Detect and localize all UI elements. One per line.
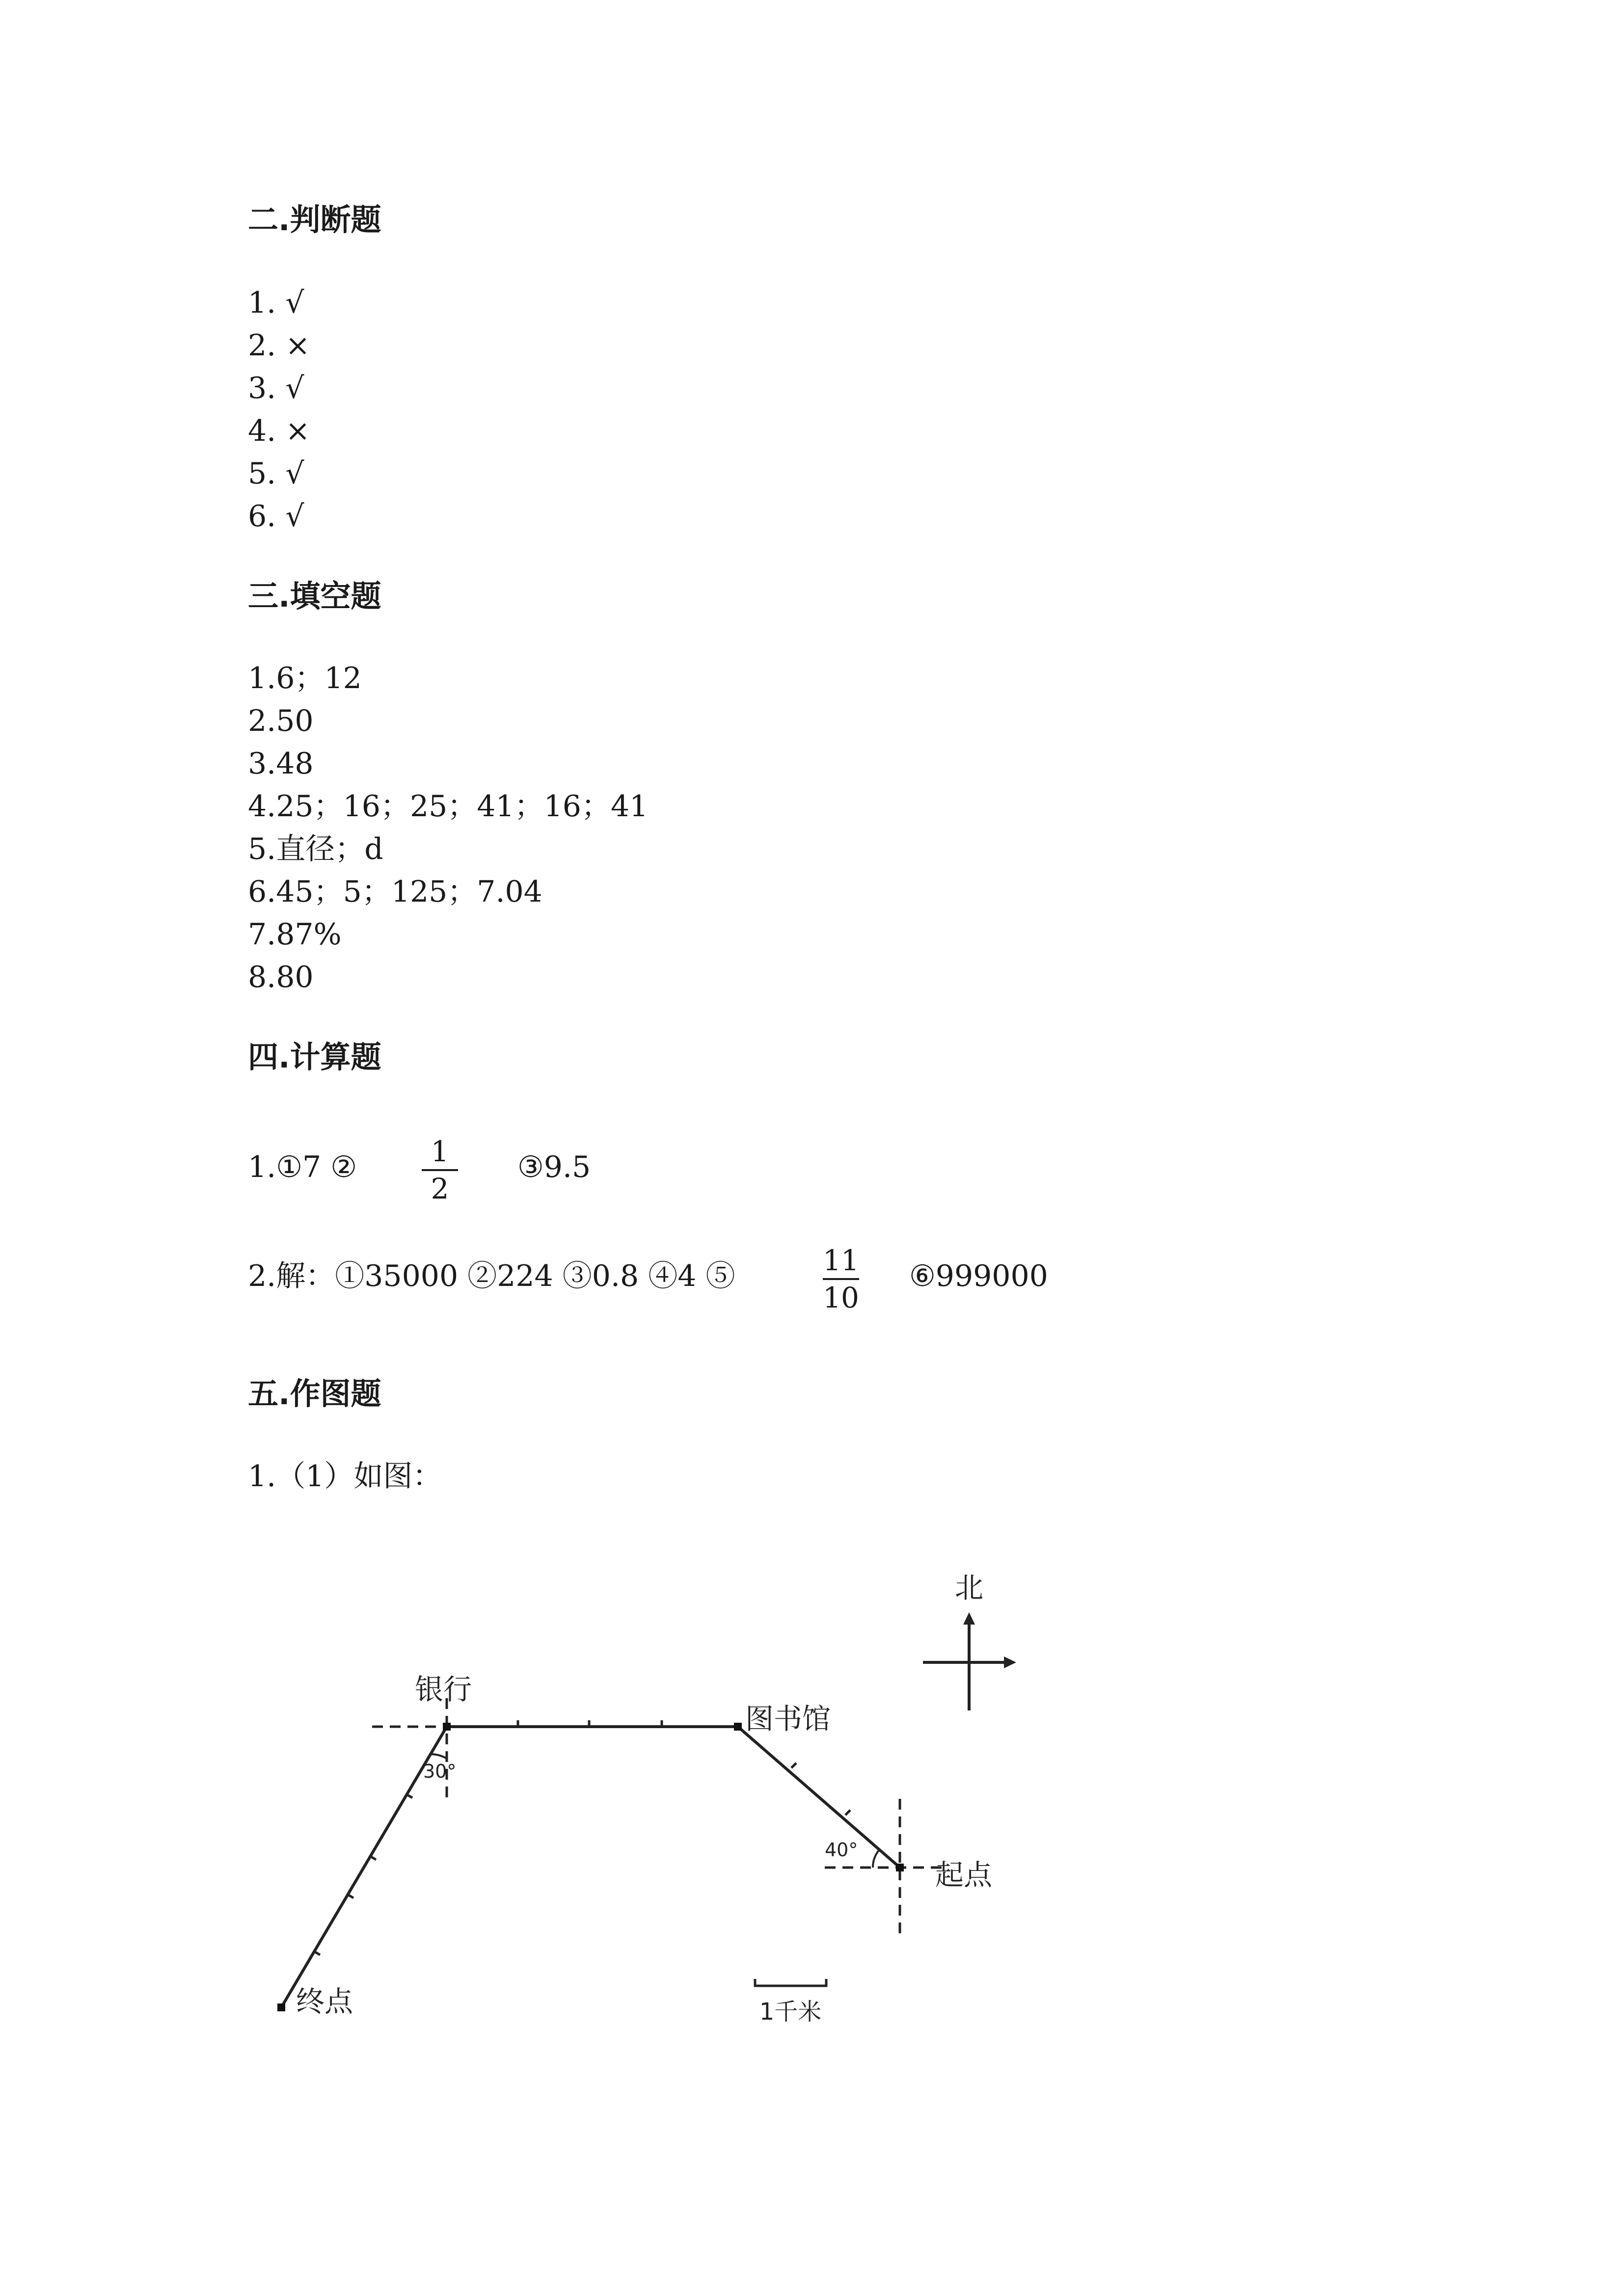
section-draw-title: 五.作图题 <box>248 1376 381 1412</box>
library-label: 图书馆 <box>745 1702 831 1735</box>
fraction-denominator: 2 <box>431 1172 449 1205</box>
judge-answer-4: 4. × <box>248 414 310 448</box>
start-angle-arc <box>873 1850 879 1868</box>
compass-north-arrowhead <box>963 1612 975 1625</box>
north-label: 北 <box>954 1571 984 1604</box>
calc-1-fraction <box>418 1137 462 1203</box>
judge-answer-2: 2. × <box>248 328 310 363</box>
start-angle-label: 40° <box>825 1839 858 1861</box>
route-points <box>277 1723 904 2011</box>
bank-angle-label: 30° <box>423 1761 457 1782</box>
route-bank-end <box>281 1727 447 2007</box>
start-point <box>896 1864 904 1871</box>
calc-2-suffix: ⑥999000 <box>909 1259 1048 1293</box>
section-fill-title: 三.填空题 <box>248 578 381 614</box>
route-library-start <box>738 1727 900 1868</box>
judge-answer-3: 3. √ <box>248 371 304 405</box>
fraction-bar <box>422 1169 458 1171</box>
end-point <box>277 2003 285 2011</box>
route-ticks <box>314 1720 850 1955</box>
fill-answer-2: 2.50 <box>248 704 314 738</box>
judge-answer-5: 5. √ <box>248 456 304 491</box>
fill-answer-1: 1.6；12 <box>248 661 362 695</box>
bank-angle-arc <box>431 1754 447 1759</box>
fill-answer-6: 6.45；5；125；7.04 <box>248 875 542 909</box>
fill-answer-5: 5.直径；d <box>248 832 383 866</box>
scale-label: 1千米 <box>759 1998 822 2026</box>
fraction-denominator: 10 <box>823 1281 859 1314</box>
scale-bar <box>755 1979 826 1986</box>
fill-answer-7: 7.87% <box>248 917 342 952</box>
fill-answer-4: 4.25；16；25；41；16；41 <box>248 789 649 824</box>
calc-2-fraction <box>819 1246 863 1312</box>
fraction-numerator: 1 <box>431 1135 449 1168</box>
judge-answer-6: 6. √ <box>248 499 304 534</box>
calc-1-suffix: ③9.5 <box>517 1150 591 1184</box>
bank-label: 银行 <box>415 1673 472 1706</box>
fraction-numerator: 11 <box>823 1244 859 1277</box>
section-judge-title: 二.判断题 <box>248 202 381 238</box>
calc-2-prefix: 2.解：①35000 ②224 ③0.8 ④4 ⑤ <box>248 1259 735 1293</box>
fill-answer-3: 3.48 <box>248 747 314 781</box>
bank-point <box>443 1723 451 1731</box>
fraction-bar <box>823 1278 859 1280</box>
draw-answer-1: 1.（1）如图： <box>248 1459 442 1494</box>
library-point <box>734 1723 742 1731</box>
compass-east-arrowhead <box>1004 1656 1016 1668</box>
section-calc-title: 四.计算题 <box>248 1039 381 1075</box>
end-label: 终点 <box>296 1985 353 2018</box>
start-label: 起点 <box>935 1858 993 1892</box>
judge-answer-1: 1. √ <box>248 286 304 320</box>
fill-answer-8: 8.80 <box>248 960 314 994</box>
calc-1-prefix: 1.①7 ② <box>248 1150 357 1184</box>
